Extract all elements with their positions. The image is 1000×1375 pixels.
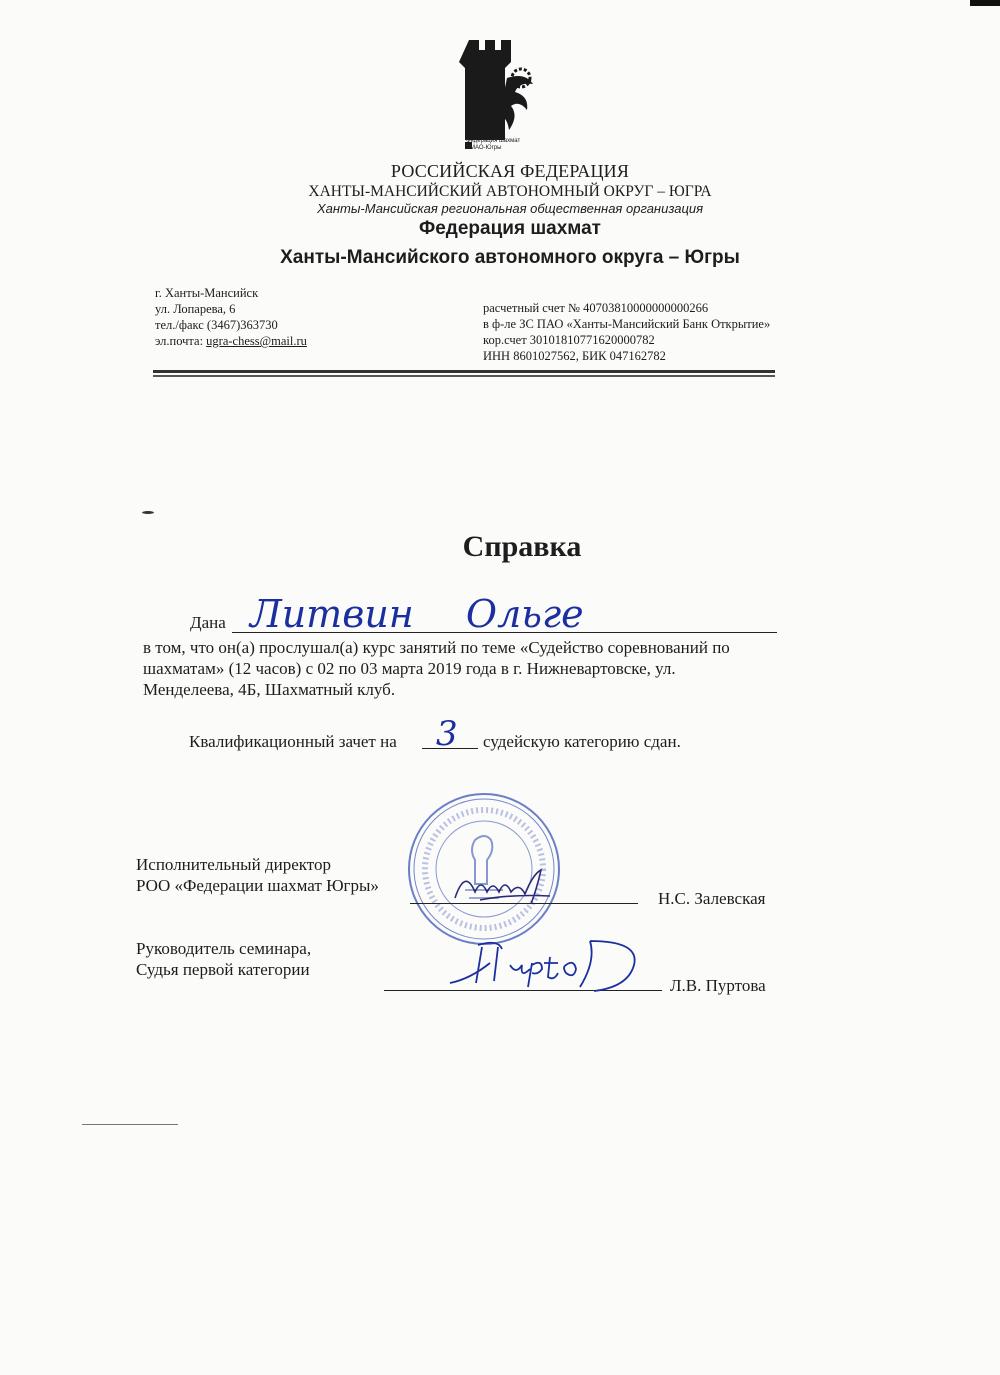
qual-text-before: Квалификационный зачет на bbox=[189, 732, 397, 751]
body-line-3: Менделеева, 4Б, Шахматный клуб. bbox=[143, 680, 396, 699]
address-street: ул. Лопарева, 6 bbox=[155, 302, 236, 316]
director-role-2: РОО «Федерации шахмат Югры» bbox=[136, 876, 379, 895]
email-link[interactable]: ugra-chess@mail.ru bbox=[206, 334, 307, 348]
header-divider-thin bbox=[153, 375, 775, 377]
scan-edge-mark bbox=[970, 0, 1000, 6]
bank-account: расчетный счет № 40703810000000000266 bbox=[483, 301, 709, 315]
bank-corr: кор.счет 30101810771620000782 bbox=[483, 333, 655, 347]
bank-block bbox=[483, 300, 770, 364]
director-role-1: Исполнительный директор bbox=[136, 855, 331, 874]
header-divider bbox=[153, 370, 775, 373]
lead-role-1: Руководитель семинара, bbox=[136, 939, 312, 958]
bank-branch: в ф-ле ЗС ПАО «Ханты-Мансийский Банк Открытие» bbox=[483, 317, 771, 331]
lead-signature-icon bbox=[440, 935, 670, 995]
scan-artifact-line bbox=[82, 1124, 178, 1125]
director-signature-icon bbox=[450, 860, 560, 910]
director-name: Н.С. Залевская bbox=[658, 889, 766, 908]
address-phone: тел./факс (3467)363730 bbox=[155, 318, 278, 332]
qual-value-handwritten: 3 bbox=[436, 714, 458, 754]
address-block bbox=[155, 285, 307, 349]
header-org-type: Ханты-Мансийская региональная общественная организация bbox=[316, 201, 704, 216]
given-name-handwritten: Литвин Ольге bbox=[250, 592, 584, 636]
body-line-1: в том, что он(а) прослушал(а) курс занятий по теме «Судейство соревнований по bbox=[143, 638, 730, 657]
body-line-2: шахматам» (12 часов) с 02 по 03 марта 2019 года в г. Нижневартовске, ул. bbox=[143, 659, 676, 678]
header-region: ХАНТЫ-МАНСИЙСКИЙ АВТОНОМНЫЙ ОКРУГ – ЮГРА bbox=[308, 183, 712, 200]
address-email-row bbox=[155, 333, 307, 349]
address-city: г. Ханты-Мансийск bbox=[155, 286, 259, 300]
document-title: Справка bbox=[462, 530, 582, 563]
lead-name: Л.В. Пуртова bbox=[670, 976, 766, 995]
header-country: РОССИЙСКАЯ ФЕДЕРАЦИЯ bbox=[390, 161, 630, 181]
given-label: Дана bbox=[190, 613, 226, 632]
bank-inn-bik: ИНН 8601027562, БИК 047162782 bbox=[483, 349, 666, 363]
header-org-region: Ханты-Мансийского автономного округа – Югры bbox=[280, 247, 740, 268]
qual-text-after: судейскую категорию сдан. bbox=[483, 732, 681, 751]
header-org-name: Федерация шахмат bbox=[419, 218, 601, 239]
email-label: эл.почта: bbox=[155, 334, 204, 348]
lead-role-2: Судья первой категории bbox=[136, 960, 310, 979]
logo-caption: Федерация шахмат ХМАО-Югры bbox=[466, 138, 521, 151]
scan-artifact-mark bbox=[142, 511, 154, 514]
